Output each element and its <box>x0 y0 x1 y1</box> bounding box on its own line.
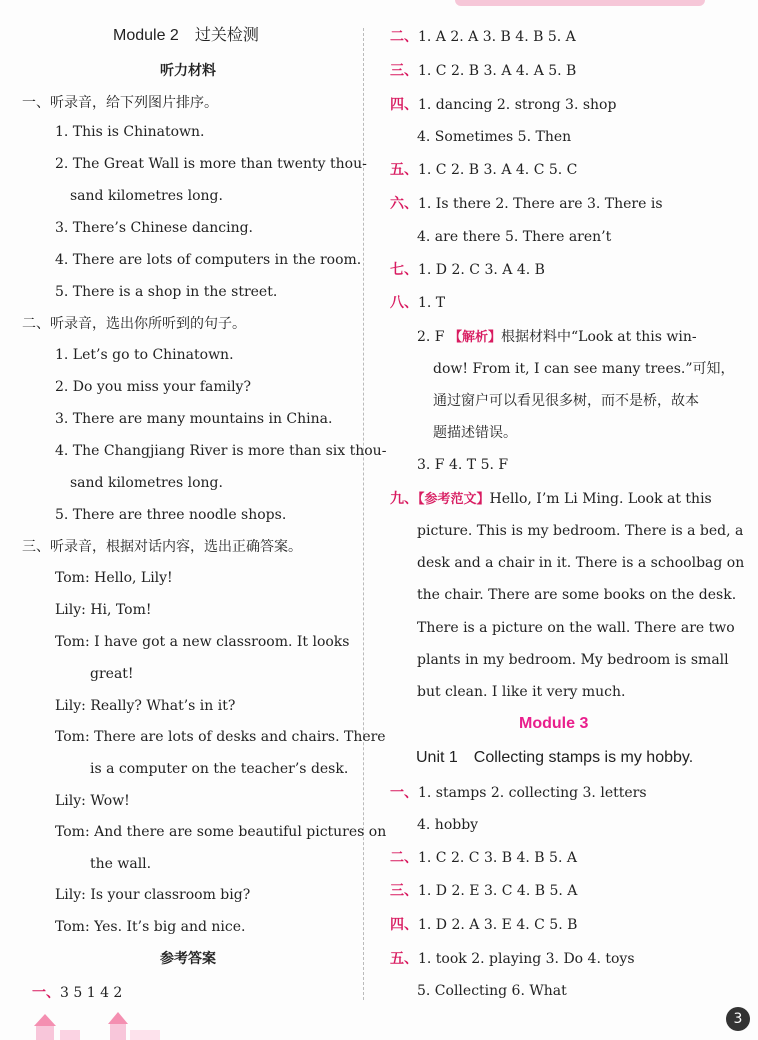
top-decoration-bar <box>455 0 705 6</box>
explanation-line <box>417 328 697 347</box>
answer-line <box>390 294 445 312</box>
section-heading: 一、听录音，给下列图片排序。 <box>22 95 218 111</box>
answer-mark: 九、 <box>390 491 418 507</box>
answer-text: 5. Collecting 6. What <box>417 983 567 999</box>
dialogue-line: Tom: Yes. It’s big and nice. <box>55 919 246 935</box>
list-item: 4. There are lots of computers in the room. <box>55 252 362 268</box>
list-item: 3. There’s Chinese dancing. <box>55 220 254 236</box>
answer-line <box>390 916 577 934</box>
answer-mark: 四、 <box>390 917 418 933</box>
page-title: Module 2 过关检测 <box>113 27 259 44</box>
dialogue-line: Tom: Hello, Lily! <box>55 570 173 586</box>
answer-text: 1. took 2. playing 3. Do 4. toys <box>418 951 635 967</box>
page-number: 3 <box>726 1007 750 1031</box>
answer-text: 3 5 1 4 2 <box>60 985 123 1001</box>
answer-line <box>390 950 635 968</box>
answer-mark: 五、 <box>390 162 418 178</box>
section-heading: 二、听录音，选出你所听到的句子。 <box>22 316 246 332</box>
list-item: 4. The Changjiang River is more than six thou- <box>55 443 387 459</box>
answer-mark: 二、 <box>390 850 418 866</box>
answer-mark: 四、 <box>390 97 418 113</box>
dialogue-line: Tom: I have got a new classroom. It looks <box>55 634 350 650</box>
list-item: 2. The Great Wall is more than twenty thou- <box>55 156 367 172</box>
answer-text: 1. D 2. C 3. A 4. B <box>418 262 545 278</box>
dialogue-line: Lily: Is your classroom big? <box>55 887 251 903</box>
essay-line: desk and a chair in it. There is a schoolbag on <box>417 555 745 571</box>
column-divider <box>363 28 364 1000</box>
list-item: 1. Let’s go to Chinatown. <box>55 347 234 363</box>
answer-mark: 六、 <box>390 196 418 212</box>
answer-line: 3. F 4. T 5. F <box>417 457 509 473</box>
answer-line <box>390 261 545 279</box>
answer-line <box>417 982 567 1000</box>
answer-text: 4. Sometimes 5. Then <box>417 129 572 145</box>
answer-text: 1. C 2. B 3. A 4. A 5. B <box>418 63 577 79</box>
dialogue-line: the wall. <box>90 856 152 872</box>
explanation-text: 根据材料中“Look at this win- <box>501 329 697 345</box>
answer-text: 4. hobby <box>417 817 479 833</box>
list-item: 3. There are many mountains in China. <box>55 411 333 427</box>
section-heading: 三、听录音，根据对话内容，选出正确答案。 <box>22 539 302 555</box>
dialogue-line: Tom: And there are some beautiful pictures on <box>55 824 387 840</box>
explanation-line: dow! From it, I can see many trees.”可知， <box>433 361 735 377</box>
answer-text: 2. F <box>417 329 445 345</box>
essay-line: plants in my bedroom. My bedroom is small <box>417 652 729 668</box>
answer-mark: 二、 <box>390 29 418 45</box>
essay-line: the chair. There are some books on the desk. <box>417 587 737 603</box>
essay-line: picture. This is my bedroom. There is a bed, a <box>417 523 744 539</box>
dialogue-line: Lily: Wow! <box>55 793 130 809</box>
answer-mark: 一、 <box>390 785 418 801</box>
answer-text: 1. T <box>418 295 446 311</box>
answer-text: 1. A 2. A 3. B 4. B 5. A <box>418 29 576 45</box>
answer-text: 1. C 2. C 3. B 4. B 5. A <box>418 850 577 866</box>
list-item: sand kilometres long. <box>70 475 223 491</box>
answer-line <box>32 984 122 1002</box>
essay-text: Hello, I’m Li Ming. Look at this <box>489 491 712 507</box>
section-subtitle: 听力材料 <box>160 63 216 79</box>
answer-line <box>390 195 663 213</box>
answer-line <box>390 784 647 802</box>
answer-mark: 一、 <box>32 985 60 1001</box>
answer-line <box>390 28 576 46</box>
dialogue-line: Lily: Really? What’s in it? <box>55 698 236 714</box>
module-heading: Module 3 <box>519 715 589 732</box>
explanation-line: 通过窗户可以看见很多树，而不是桥，故本 <box>433 393 699 409</box>
answer-line <box>390 849 577 867</box>
answer-text: 1. C 2. B 3. A 4. C 5. C <box>418 162 578 178</box>
list-item: 2. Do you miss your family? <box>55 379 251 395</box>
answer-text: 1. Is there 2. There are 3. There is <box>418 196 663 212</box>
explanation-tag: 【解析】 <box>448 330 501 345</box>
answer-line <box>417 816 478 834</box>
list-item: 5. There is a shop in the street. <box>55 284 278 300</box>
essay-line: but clean. I like it very much. <box>417 684 626 700</box>
answer-text: 1. dancing 2. strong 3. shop <box>418 97 617 113</box>
answer-text: 1. D 2. A 3. E 4. C 5. B <box>418 917 578 933</box>
essay-line: There is a picture on the wall. There are two <box>417 620 735 636</box>
unit-heading: Unit 1 Collecting stamps is my hobby. <box>416 749 694 766</box>
answer-mark: 八、 <box>390 295 418 311</box>
answer-line <box>417 128 571 146</box>
answer-line <box>390 62 576 80</box>
answer-text: 1. D 2. E 3. C 4. B 5. A <box>418 883 578 899</box>
dialogue-line: is a computer on the teacher’s desk. <box>90 761 349 777</box>
answer-mark: 七、 <box>390 262 418 278</box>
list-item: 5. There are three noodle shops. <box>55 507 287 523</box>
list-item: 1. This is Chinatown. <box>55 124 205 140</box>
dialogue-line: Tom: There are lots of desks and chairs. There <box>55 729 386 745</box>
answer-mark: 三、 <box>390 63 418 79</box>
answer-line <box>390 96 616 114</box>
answer-line <box>417 228 611 246</box>
answer-line <box>390 882 577 900</box>
explanation-line: 题描述错误。 <box>433 425 517 441</box>
answer-mark: 三、 <box>390 883 418 899</box>
answer-line <box>390 161 577 179</box>
dialogue-line: great! <box>90 666 134 682</box>
answer-mark: 五、 <box>390 951 418 967</box>
castle-decoration-icon <box>30 1012 165 1040</box>
answer-text: 1. stamps 2. collecting 3. letters <box>418 785 647 801</box>
essay-line <box>390 490 712 509</box>
answer-text: 4. are there 5. There aren’t <box>417 229 612 245</box>
dialogue-line: Lily: Hi, Tom! <box>55 602 152 618</box>
list-item: sand kilometres long. <box>70 188 223 204</box>
answers-title: 参考答案 <box>160 951 216 967</box>
essay-tag: 【参考范文】 <box>418 492 490 507</box>
